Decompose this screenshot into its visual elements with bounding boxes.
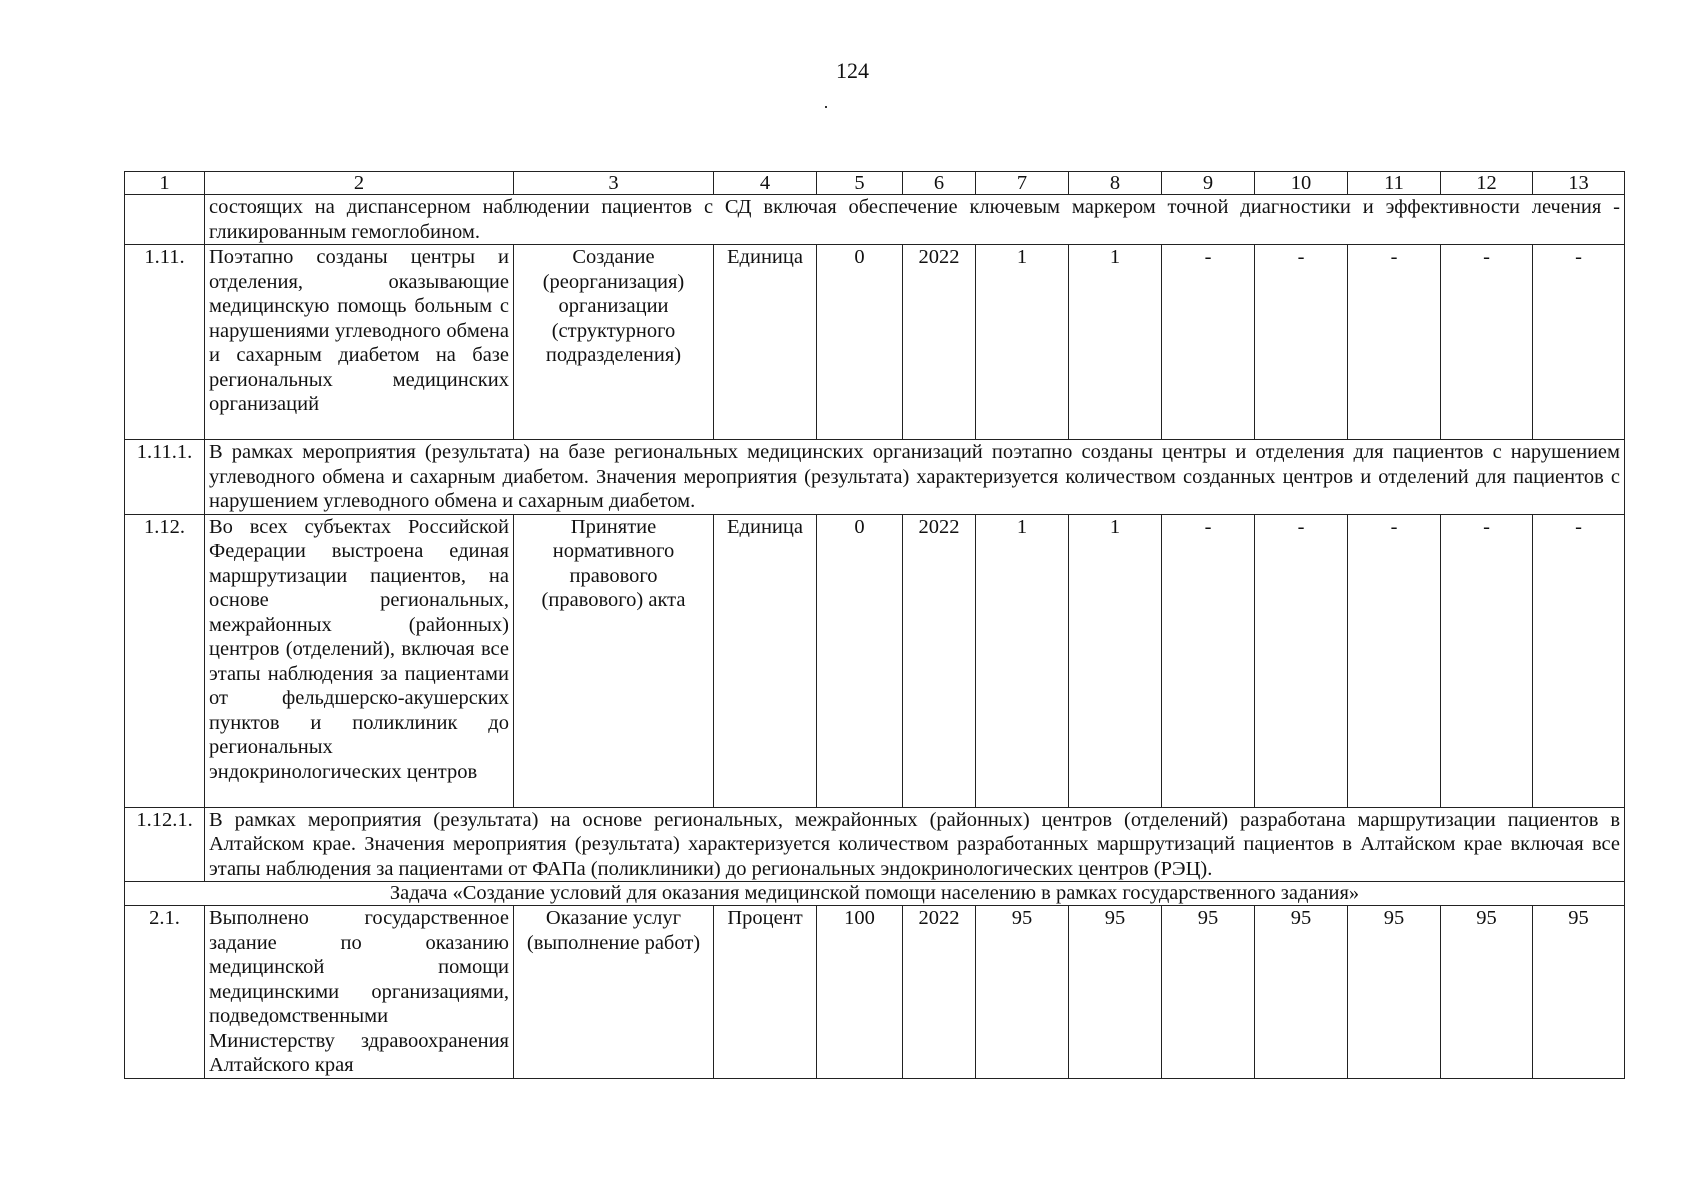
header-cell: 11 [1348, 172, 1441, 195]
year-value: 95 [1348, 906, 1441, 1079]
row-number: 1.12. [125, 514, 205, 807]
header-row [125, 172, 1625, 195]
year-value: - [1533, 245, 1625, 440]
base-value: 0 [817, 245, 903, 440]
year-value: 95 [1255, 906, 1348, 1079]
result-type: Принятие нормативного правового (правового) акта [514, 514, 714, 807]
table-row [125, 514, 1625, 807]
table-row [125, 245, 1625, 440]
base-year: 2022 [903, 906, 976, 1079]
header-cell: 1 [125, 172, 205, 195]
description-row [125, 440, 1625, 515]
year-value: 95 [1162, 906, 1255, 1079]
page-number: 124 [836, 58, 869, 83]
continuation-row [125, 195, 1625, 245]
header-cell: 12 [1441, 172, 1533, 195]
row-number: 2.1. [125, 906, 205, 1079]
base-value: 100 [817, 906, 903, 1079]
table-row [125, 906, 1625, 1079]
header-cell: 5 [817, 172, 903, 195]
unit: Единица [714, 245, 817, 440]
base-year: 2022 [903, 245, 976, 440]
year-value: 95 [976, 906, 1069, 1079]
year-value: - [1255, 514, 1348, 807]
unit: Процент [714, 906, 817, 1079]
result-name: Поэтапно созданы центры и отделения, оказывающие медицинскую помощь больным с нарушениями углеводного обмена и сахарным диабетом на базе региональных медицинских организаций [205, 245, 514, 440]
year-value: 1 [976, 245, 1069, 440]
header-cell: 2 [205, 172, 514, 195]
year-value: - [1255, 245, 1348, 440]
year-value: 95 [1441, 906, 1533, 1079]
year-value: 1 [1069, 245, 1162, 440]
description-text: В рамках мероприятия (результата) на базе региональных медицинских организаций поэтапно созданы центры и отделения для пациентов с нарушением углеводного обмена и сахарным диабетом. Значения мероприятия (результата) характеризуется количеством созданных центров и отделений для пациентов с нарушением углеводного обмена и сахарным диабетом. [205, 440, 1625, 515]
year-value: - [1441, 514, 1533, 807]
base-value: 0 [817, 514, 903, 807]
row-number [125, 195, 205, 245]
year-value: - [1441, 245, 1533, 440]
header-cell: 7 [976, 172, 1069, 195]
year-value: 1 [1069, 514, 1162, 807]
unit: Единица [714, 514, 817, 807]
result-type: Создание (реорганизация) организации (структурного подразделения) [514, 245, 714, 440]
row-number: 1.11.1. [125, 440, 205, 515]
row-number: 1.11. [125, 245, 205, 440]
header-cell: 13 [1533, 172, 1625, 195]
year-value: - [1162, 514, 1255, 807]
header-cell: 4 [714, 172, 817, 195]
header-cell: 10 [1255, 172, 1348, 195]
year-value: 95 [1533, 906, 1625, 1079]
year-value: 95 [1069, 906, 1162, 1079]
header-cell: 3 [514, 172, 714, 195]
description-row [125, 807, 1625, 882]
header-cell: 8 [1069, 172, 1162, 195]
description-text: В рамках мероприятия (результата) на основе региональных, межрайонных (районных) центров (отделений) разработана маршрутизации пациентов в Алтайском крае. Значения мероприятия (результата) характеризуется количеством разработанных маршрутизаций пациентов в Алтайском крае включая все этапы наблюдения за пациентами от ФАПа (поликлиники) до региональных эндокринологических центров (РЭЦ). [205, 807, 1625, 882]
indicator-table [124, 171, 1625, 1079]
task-row [125, 882, 1625, 906]
result-type: Оказание услуг (выполнение работ) [514, 906, 714, 1079]
base-year: 2022 [903, 514, 976, 807]
result-name: Во всех субъектах Российской Федерации выстроена единая маршрутизации пациентов, на основе региональных, межрайонных (районных) центров (отделений), включая все этапы наблюдения за пациентами от фельдшерско-акушерских пунктов и поликлиник до региональных эндокринологических центров [205, 514, 514, 807]
task-heading: Задача «Создание условий для оказания медицинской помощи населению в рамках государственного задания» [125, 882, 1625, 906]
row-number: 1.12.1. [125, 807, 205, 882]
scan-dot [825, 106, 827, 108]
header-cell: 6 [903, 172, 976, 195]
result-name: Выполнено государственное задание по оказанию медицинской помощи медицинскими организациями, подведомственными Министерству здравоохранения Алтайского края [205, 906, 514, 1079]
year-value: 1 [976, 514, 1069, 807]
header-cell: 9 [1162, 172, 1255, 195]
year-value: - [1162, 245, 1255, 440]
continuation-text: состоящих на диспансерном наблюдении пациентов с СД включая обеспечение ключевым маркером точной диагностики и эффективности лечения - гликированным гемоглобином. [205, 195, 1625, 245]
year-value: - [1348, 514, 1441, 807]
year-value: - [1533, 514, 1625, 807]
year-value: - [1348, 245, 1441, 440]
